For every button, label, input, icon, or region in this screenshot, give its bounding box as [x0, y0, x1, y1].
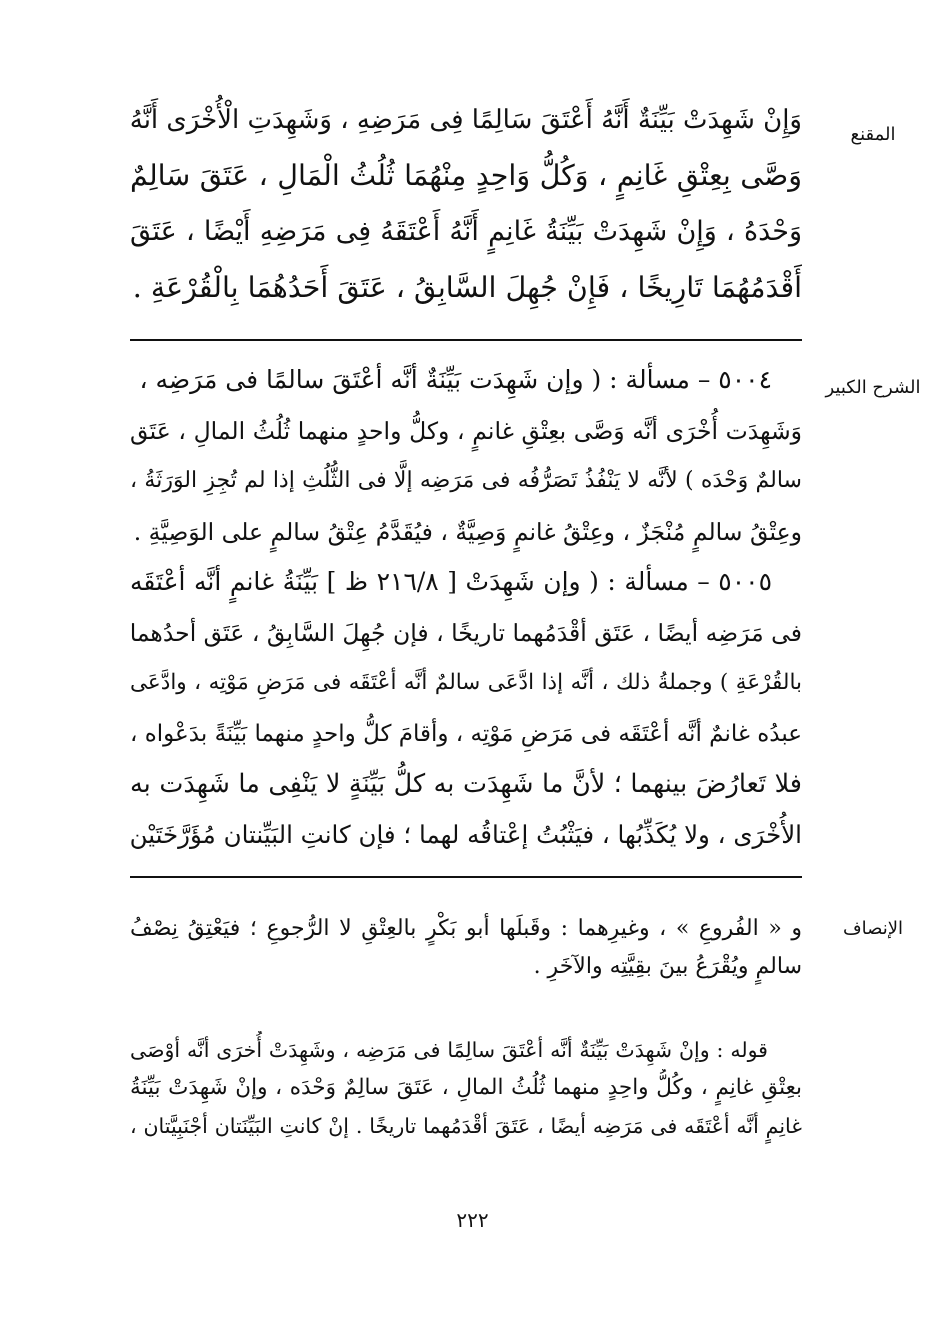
sharh-line-5: ٥٠٠٥ – مسألة : ( وإن شَهِدَتْ [ ٢١٦/٨ ظ ] بَيِّنَةُ غانمٍ أنَّه أعْتَقَه [130, 567, 772, 596]
divider-bottom [130, 876, 802, 878]
muqni-line-3: وَحْدَهُ ، وَإِنْ شَهِدَتْ بَيِّنَةُ غَانِمٍ أَنَّهُ أَعْتَقَهُ فِى مَرَضِهِ أَيْضًا ، عَتَقَ [130, 216, 802, 247]
page-number: ٢٢٢ [456, 1208, 489, 1232]
sharh-line-10: الأُخْرَى ، ولا يُكَذِّبُها ، فيَثْبُتُ إعْتاقُه لهما ؛ فإن كانتِ البَيِّنتان مُؤَرَّخَتَيْن [130, 819, 802, 849]
muqni-line-4: أَقْدَمُهُمَا تَارِيخًا ، فَإِنْ جُهِلَ السَّابِقُ ، عَتَقَ أَحَدُهُمَا بِالْقُرْعَةِ . [132, 271, 802, 304]
insaf-label: الإنصاف [842, 918, 904, 939]
sharh-line-8: عبدُه غانمٌ أنَّه أعْتَقَه فى مَرَضِ مَوْتِه ، وأقامَ كلُّ واحدٍ منهما بَيِّنَةً بدَعْواه ، [130, 720, 802, 747]
sharh-label: الشرح الكبير [825, 377, 921, 398]
sharh-line-7: بالقُرْعَةِ ) وجملةُ ذلك ، أنَّه إذا ادَّعَى سالمٌ أنَّه أعْتَقَه فى مَرَضِ مَوْتِه ، وادَّعَى [130, 670, 802, 695]
sharh-line-6: فى مَرَضِه أيضًا ، عَتَق أقْدَمُهما تاريخًا ، فإن جُهِلَ السَّابِقُ ، عَتَق أحدُهما [130, 618, 802, 647]
sharh-text [130, 355, 802, 860]
muqni-line-1: وَإِنْ شَهِدَتْ بَيِّنَةٌ أَنَّهُ أَعْتَقَ سَالِمًا فِى مَرَضِهِ ، وَشَهِدَتِ الْأُخْرَى أَنَّهُ [130, 105, 802, 135]
divider-top [130, 339, 802, 341]
insaf-p2-line-3: غانِمٍ أنَّه أعْتَقَه فى مَرَضِه أيضًا ، عَتَقَ أقْدَمُهما تاريخًا . إنْ كانتِ البَيِّنَتان أجْنَبِيَّتان ، [130, 1114, 802, 1138]
muqni-text [130, 92, 802, 316]
sharh-line-3: سالمٌ وَحْدَه ) لأنَّه لا يَنْفُذُ تَصَرُّفُه فى مَرَضِه إلَّا فى الثُّلُثِ إذا لم تُجِزِ الوَرَثَةُ ، [130, 468, 802, 493]
sharh-line-9: فلا تَعارُضَ بينهما ؛ لأنَّ ما شَهِدَت به كلُّ بَيِّنَةٍ لا يَنْفِى ما شَهِدَت به [130, 769, 802, 799]
insaf-p2-line-1: قوله : وإنْ شَهِدَتْ بَيِّنَةٌ أنَّه أعْتَقَ سالِمًا فى مَرَضِه ، وشَهِدَتْ أُخرَى أنَّه أوْصَى [130, 1038, 768, 1062]
sharh-line-4: وعِتْقُ سالمٍ مُنْجَزٌ ، وعِتْقُ غانمٍ وَصِيَّةٌ ، فيُقَدَّمُ عِتْقُ سالمٍ على الوَصِيَّةِ . [133, 517, 802, 546]
sharh-line-2: وَشَهِدَت أُخْرَى أنَّه وَصَّى بعِتْقِ غانمٍ ، وكلُّ واحدٍ منهما ثُلُثُ المالِ ، عَتَق [130, 416, 802, 445]
insaf-p1-line-1: و « الفُروعِ » ، وغيرِهما : وقَبلَها أبو بَكْرٍ بالعِتْقِ لا الرُّجوعِ ؛ فيَعْتِقُ نِصْفُ [130, 916, 802, 941]
insaf-p1-line-2: سالمٍ ويُقْرَعُ بينَ بقِيَّتِه والآخَرِ . [533, 954, 802, 979]
insaf-paragraph-1 [130, 910, 802, 986]
insaf-p2-line-2: بعِتْقِ غانِمٍ ، وكُلُّ واحِدٍ منهما ثُلُثُ المالِ ، عَتَقَ سالِمٌ وَحْدَه ، وإنْ شَهِدَتْ بَيِّنَةُ [130, 1075, 802, 1100]
muqni-line-2: وَصَّى بِعِتْقِ غَانِمٍ ، وَكُلُّ وَاحِدٍ مِنْهُمَا ثُلُثُ الْمَالِ ، عَتَقَ سَالِمٌ [130, 159, 802, 192]
insaf-paragraph-2 [130, 1031, 802, 1145]
muqni-label: المقنع [850, 124, 896, 145]
sharh-line-1: ٥٠٠٤ – مسألة : ( وإن شَهِدَت بَيِّنَةٌ أنَّه أعْتَقَ سالمًا فى مَرَضِه ، [139, 365, 772, 394]
